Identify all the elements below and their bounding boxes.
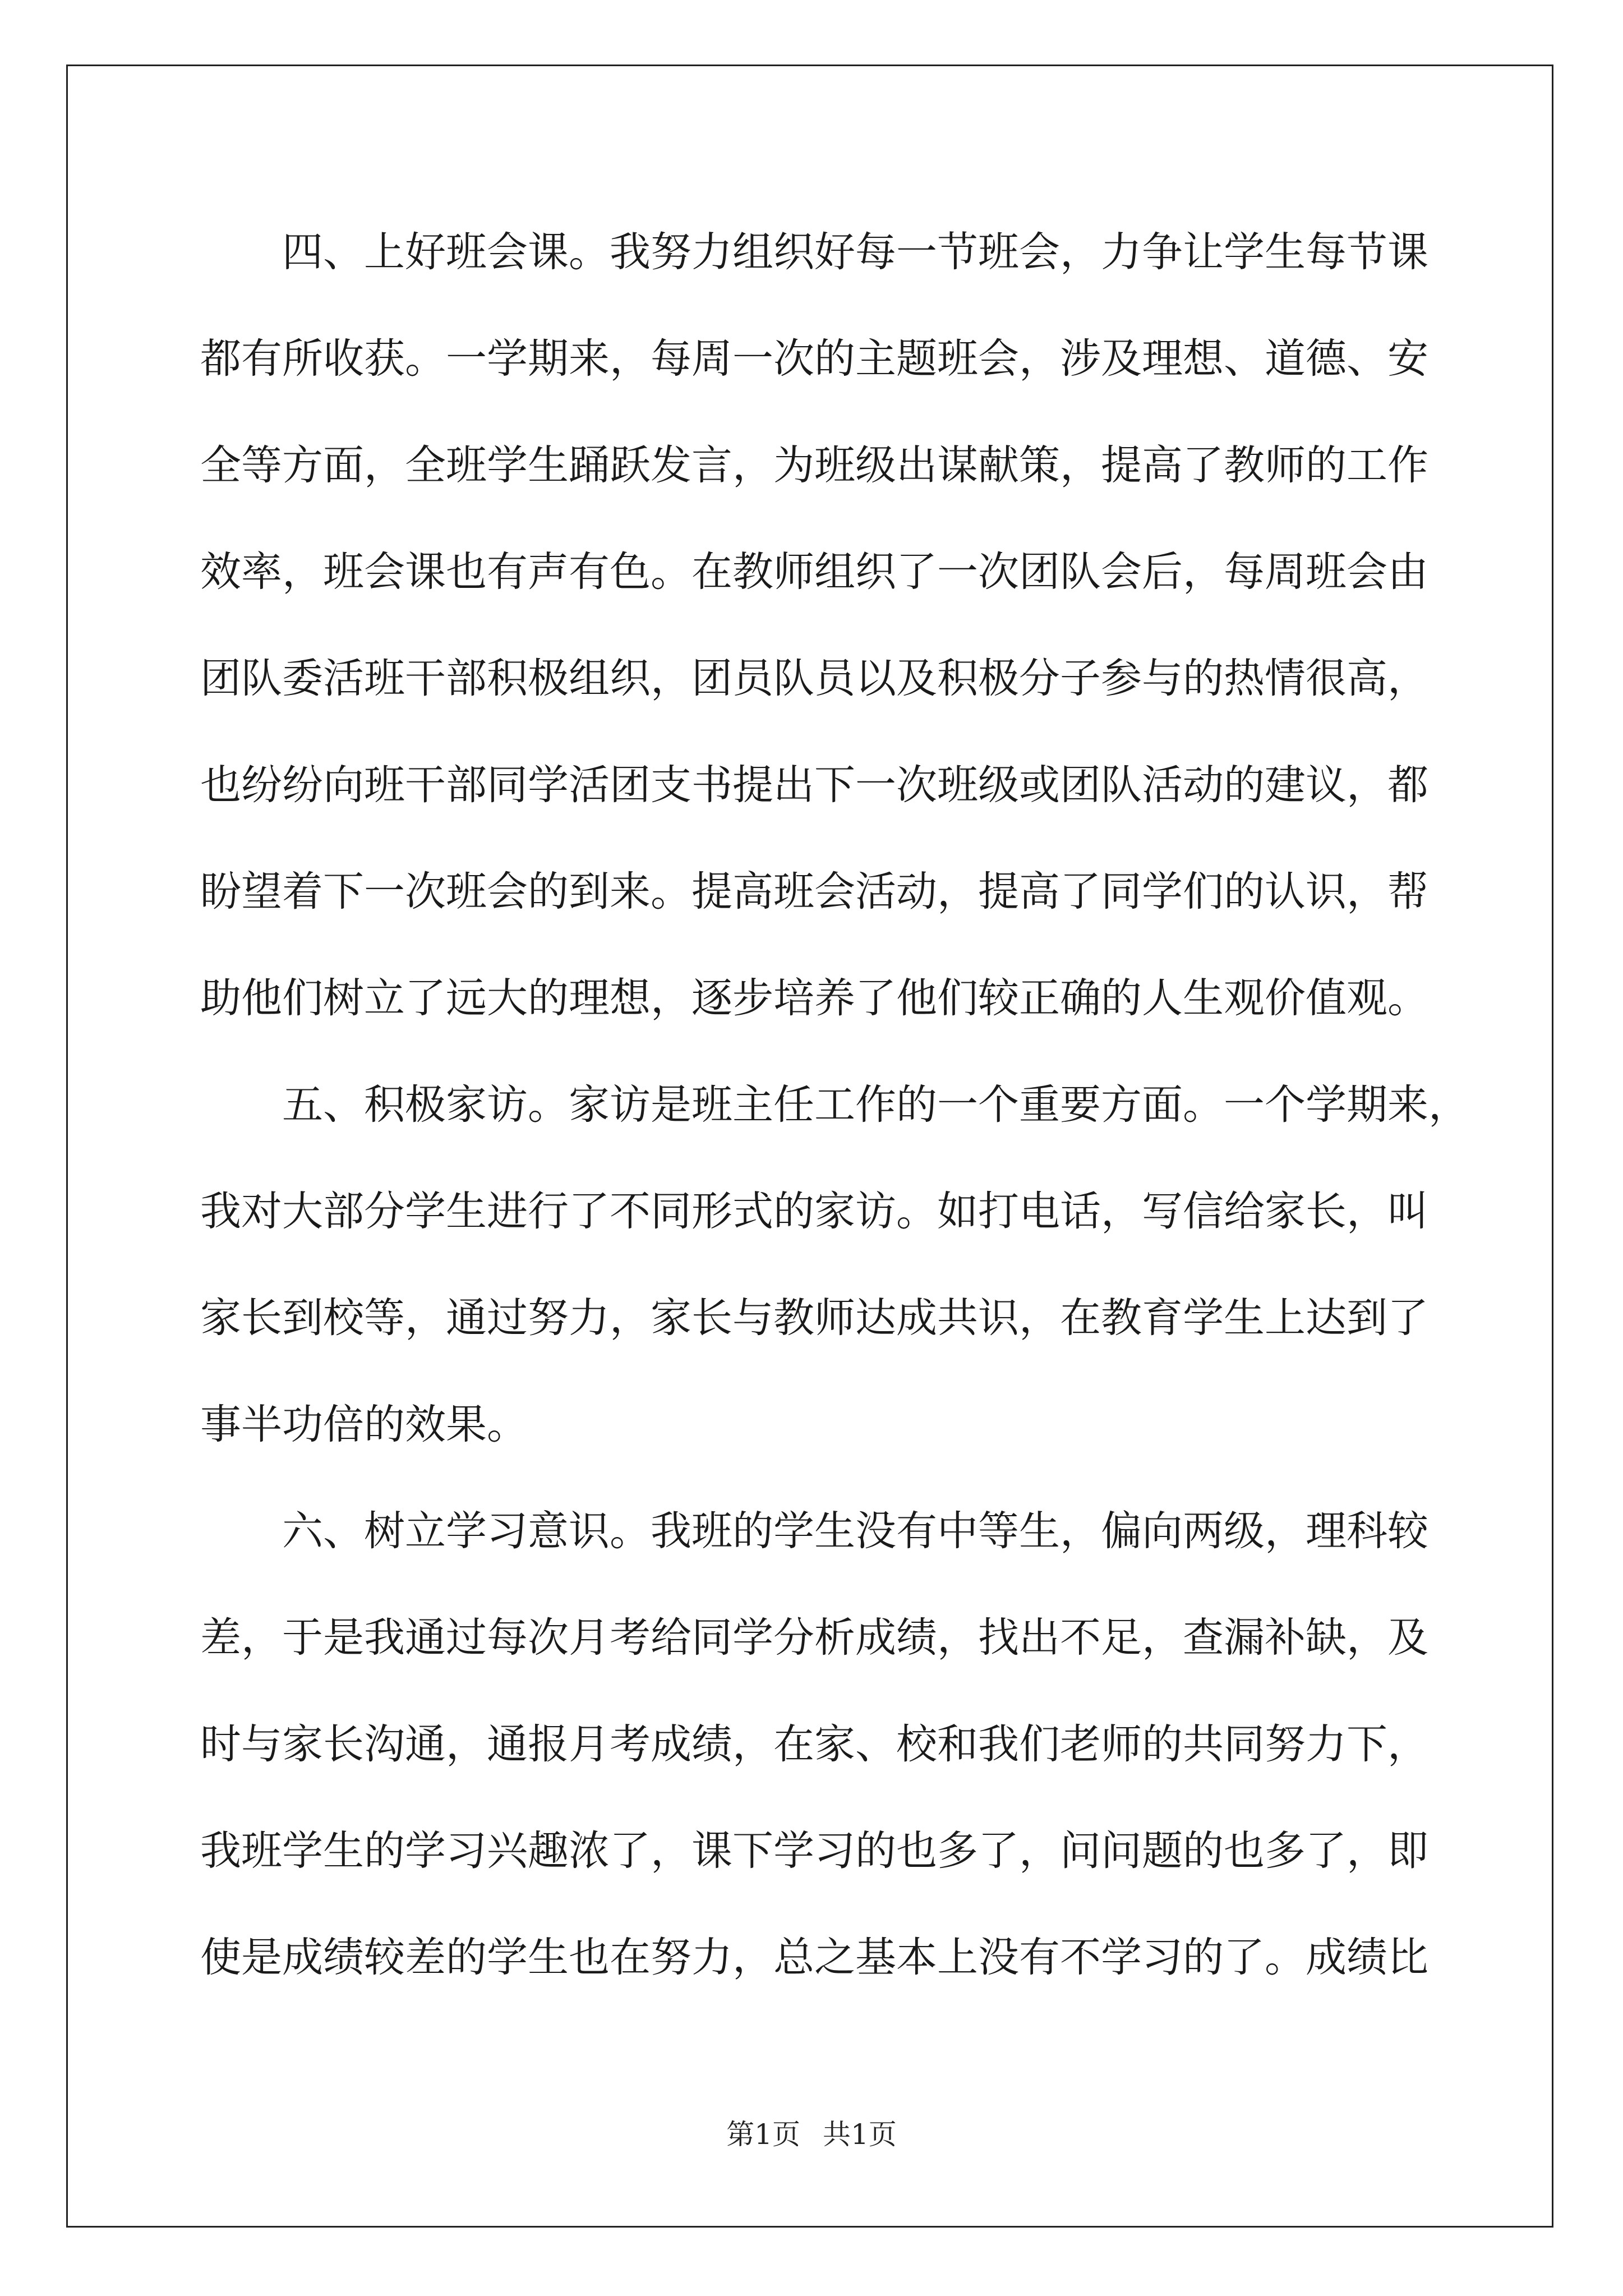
paragraph-line: 差，于是我通过每次月考给同学分析成绩，找出不足，查漏补缺，及 [200,1614,1428,1662]
paragraph-line: 时与家长沟通，通报月考成绩，在家、校和我们老师的共同努力下， [200,1720,1428,1768]
paragraph-line: 都有所收获。一学期来，每周一次的主题班会，涉及理想、道德、安 [200,335,1428,383]
paragraph-line: 效率，班会课也有声有色。在教师组织了一次团队会后，每周班会由 [200,548,1428,596]
paragraph-line: 使是成绩较差的学生也在努力，总之基本上没有不学习的了。成绩比 [200,1934,1428,1981]
paragraph-line: 家长到校等，通过努力，家长与教师达成共识，在教育学生上达到了 [200,1294,1428,1342]
paragraph-line: 全等方面，全班学生踊跃发言，为班级出谋献策，提高了教师的工作 [200,441,1428,489]
paragraph-line: 团队委活班干部积极组织，团员队员以及积极分子参与的热情很高， [200,655,1428,702]
paragraph-line: 四、上好班会课。我努力组织好每一节班会，力争让学生每节课 [282,228,1428,276]
paragraph-line: 我对大部分学生进行了不同形式的家访。如打电话，写信给家长，叫 [200,1188,1428,1235]
paragraph-line: 我班学生的学习兴趣浓了，课下学习的也多了，问问题的也多了，即 [200,1827,1428,1875]
paragraph-line: 事半功倍的效果。 [200,1401,528,1448]
paragraph-line: 五、积极家访。家访是班主任工作的一个重要方面。一个学期来， [282,1081,1469,1129]
page-total: 共1页 [823,2118,897,2151]
paragraph-line: 六、树立学习意识。我班的学生没有中等生，偏向两级，理科较 [282,1507,1428,1555]
paragraph-line: 助他们树立了远大的理想，逐步培养了他们较正确的人生观价值观。 [200,974,1428,1022]
page-footer [0,2118,1623,2151]
paragraph-line: 也纷纷向班干部同学活团支书提出下一次班级或团队活动的建议，都 [200,761,1428,809]
paragraph-line: 盼望着下一次班会的到来。提高班会活动，提高了同学们的认识，帮 [200,868,1428,915]
page-number: 第1页 [726,2118,800,2151]
